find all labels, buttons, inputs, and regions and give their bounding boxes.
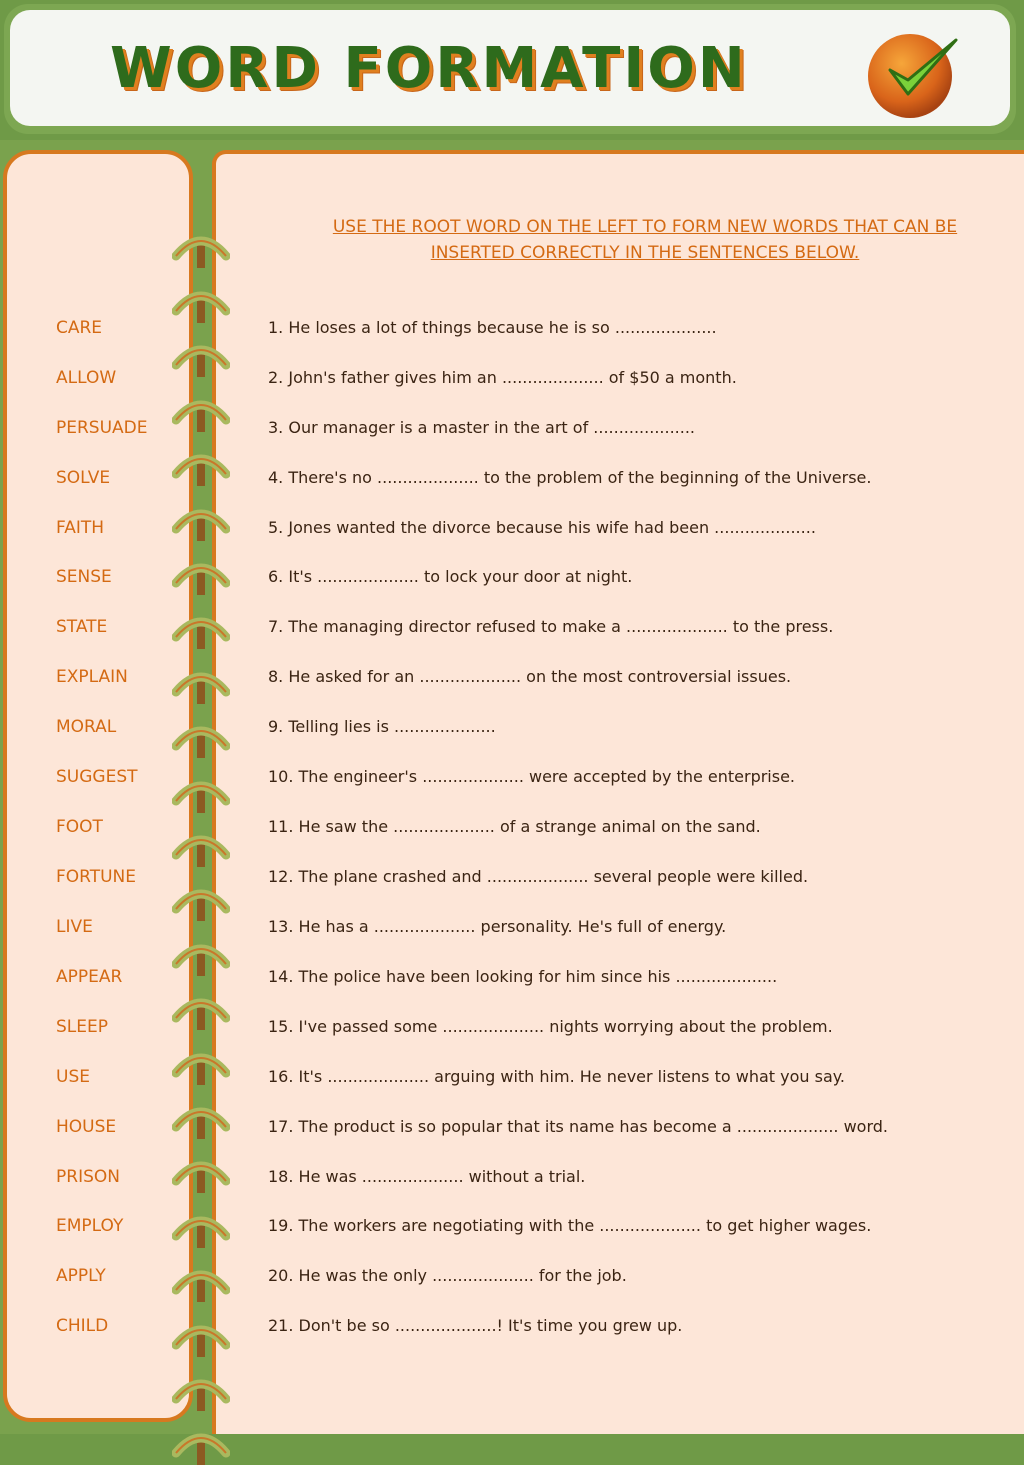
page-title: WORD FORMATION — [110, 36, 748, 101]
exercise-sentence: 20. He was the only .................... for the job. — [268, 1266, 627, 1285]
exercise-sentence: 4. There's no .................... to the problem of the beginning of the Universe. — [268, 468, 872, 487]
binder-ring-icon — [172, 827, 230, 867]
binder-ring-icon — [172, 1425, 230, 1465]
binder-ring-icon — [172, 392, 230, 432]
root-word: PRISON — [56, 1167, 120, 1187]
exercise-sentence: 17. The product is so popular that its name has become a .................... word. — [268, 1117, 888, 1136]
exercise-sentence: 1. He loses a lot of things because he is so .................... — [268, 318, 717, 337]
binder-ring-icon — [172, 664, 230, 704]
binder-ring-icon — [172, 609, 230, 649]
exercise-sentence: 10. The engineer's .................... were accepted by the enterprise. — [268, 767, 796, 786]
root-word: SENSE — [56, 567, 112, 587]
binder-ring-icon — [172, 1317, 230, 1357]
root-word: FOOT — [56, 817, 103, 837]
header-banner — [4, 4, 1016, 134]
checkmark-badge-icon — [860, 22, 960, 122]
root-word: MORAL — [56, 717, 117, 737]
root-word: ALLOW — [56, 368, 117, 388]
binder-ring-icon — [172, 228, 230, 268]
root-word: HOUSE — [56, 1117, 117, 1137]
binder-ring-icon — [172, 990, 230, 1030]
exercise-sentence: 14. The police have been looking for him since his .................... — [268, 967, 778, 986]
root-word: APPEAR — [56, 967, 123, 987]
root-word: CARE — [56, 318, 103, 338]
binder-ring-icon — [172, 773, 230, 813]
root-word: FORTUNE — [56, 867, 137, 887]
root-word: STATE — [56, 617, 108, 637]
root-word: EMPLOY — [56, 1216, 124, 1236]
binder-ring-icon — [172, 337, 230, 377]
root-word: FAITH — [56, 518, 105, 538]
root-word: EXPLAIN — [56, 667, 128, 687]
exercise-sentence: 15. I've passed some .................... nights worrying about the problem. — [268, 1017, 833, 1036]
exercise-sentence: 8. He asked for an .................... on the most controversial issues. — [268, 667, 792, 686]
exercise-sentence: 16. It's .................... arguing with him. He never listens to what you say. — [268, 1067, 846, 1086]
exercise-sentence: 3. Our manager is a master in the art of .................... — [268, 418, 695, 437]
binder-ring-icon — [172, 1045, 230, 1085]
binder-ring-icon — [172, 1208, 230, 1248]
exercise-sentence: 5. Jones wanted the divorce because his wife had been .................... — [268, 518, 816, 537]
exercise-sentence: 11. He saw the .................... of a strange animal on the sand. — [268, 817, 761, 836]
binder-ring-icon — [172, 936, 230, 976]
binder-ring-icon — [172, 1371, 230, 1411]
instruction-text: USE THE ROOT WORD ON THE LEFT TO FORM NEW WORDS THAT CAN BE INSERTED CORRECTLY IN THE SENTENCES BELOW. — [332, 217, 958, 263]
binder-ring-icon — [172, 718, 230, 758]
binder-ring-icon — [172, 1153, 230, 1193]
binder-ring-icon — [172, 881, 230, 921]
exercise-sentence: 12. The plane crashed and .................... several people were killed. — [268, 867, 809, 886]
sentence-panel — [212, 150, 1024, 1434]
root-word: USE — [56, 1067, 90, 1087]
exercise-sentence: 19. The workers are negotiating with the .................... to get higher wages. — [268, 1216, 872, 1235]
root-word: SLEEP — [56, 1017, 108, 1037]
exercise-sentence: 6. It's .................... to lock your door at night. — [268, 567, 633, 586]
binder-ring-icon — [172, 555, 230, 595]
binder-ring-icon — [172, 1262, 230, 1302]
root-word: LIVE — [56, 917, 93, 937]
exercise-sentence: 9. Telling lies is .................... — [268, 717, 496, 736]
binder-ring-icon — [172, 446, 230, 486]
root-word: SUGGEST — [56, 767, 138, 787]
exercise-sentence: 2. John's father gives him an .................... of $50 a month. — [268, 368, 737, 387]
binder-ring-icon — [172, 501, 230, 541]
binder-ring-icon — [172, 1099, 230, 1139]
binder-ring-icon — [172, 283, 230, 323]
exercise-sentence: 18. He was .................... without a trial. — [268, 1167, 586, 1186]
exercise-sentence: 7. The managing director refused to make a .................... to the press. — [268, 617, 834, 636]
root-word: SOLVE — [56, 468, 111, 488]
root-word: CHILD — [56, 1316, 109, 1336]
root-word: PERSUADE — [56, 418, 148, 438]
exercise-sentence: 13. He has a .................... personality. He's full of energy. — [268, 917, 727, 936]
root-word: APPLY — [56, 1266, 106, 1286]
exercise-sentence: 21. Don't be so ....................! It's time you grew up. — [268, 1316, 683, 1335]
